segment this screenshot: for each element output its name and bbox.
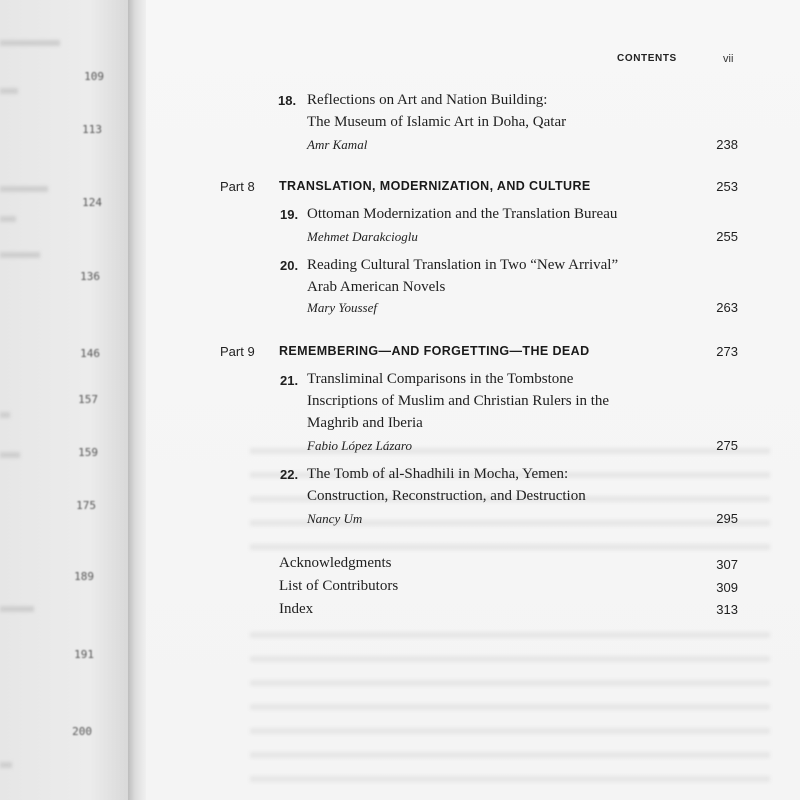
left-page-number: 113 <box>82 123 102 136</box>
show-through-line <box>250 656 770 662</box>
chapter-page: 295 <box>716 511 738 526</box>
left-page-number: 175 <box>76 499 96 512</box>
chapter-title-line: The Museum of Islamic Art in Doha, Qatar <box>307 114 567 130</box>
left-page-number: 124 <box>82 196 102 209</box>
left-page-number: 189 <box>74 570 94 583</box>
chapter-title-line: Inscriptions of Muslim and Christian Rulers in the <box>307 393 610 409</box>
chapter-title-line: The Tomb of al-Shadhili in Mocha, Yemen: <box>307 466 569 482</box>
chapter-author: Mary Youssef <box>307 300 377 315</box>
running-header: CONTENTS <box>617 53 677 64</box>
chapter-title-line: Transliminal Comparisons in the Tombstone <box>307 371 574 387</box>
back-matter-page: 307 <box>716 557 738 572</box>
blurred-text-line <box>0 88 18 94</box>
chapter-number: 20. <box>280 258 299 273</box>
show-through-line <box>250 632 770 638</box>
left-page-number: 157 <box>78 393 98 406</box>
left-facing-page <box>0 0 128 800</box>
chapter-number: 19. <box>280 207 299 222</box>
back-matter-title: Index <box>279 601 314 617</box>
chapter-title-line: Arab American Novels <box>307 279 446 295</box>
part-page: 273 <box>716 344 738 359</box>
show-through-line <box>250 680 770 686</box>
left-page-number: 136 <box>80 270 100 283</box>
chapter-title-line: Construction, Reconstruction, and Destruction <box>307 488 586 504</box>
part-title: TRANSLATION, MODERNIZATION, AND CULTURE <box>279 179 591 193</box>
back-matter-title: Acknowledgments <box>279 555 392 571</box>
chapter-page: 275 <box>716 438 738 453</box>
chapter-page: 255 <box>716 229 738 244</box>
blurred-text-line <box>0 40 60 46</box>
chapter-author: Amr Kamal <box>307 137 368 152</box>
back-matter-page: 309 <box>716 580 738 595</box>
left-page-number: 159 <box>78 446 98 459</box>
left-page-number: 109 <box>84 70 104 83</box>
chapter-author: Mehmet Darakcioglu <box>307 229 418 244</box>
show-through-line <box>250 776 770 782</box>
blurred-text-line <box>0 252 40 258</box>
left-page-number: 200 <box>72 725 92 738</box>
chapter-page: 238 <box>716 137 738 152</box>
chapter-number: 18. <box>278 93 297 108</box>
blurred-text-line <box>0 412 10 418</box>
show-through-line <box>250 544 770 550</box>
blurred-text-line <box>0 762 12 768</box>
back-matter-page: 313 <box>716 602 738 617</box>
left-page-number: 191 <box>74 648 94 661</box>
part-page: 253 <box>716 179 738 194</box>
book-gutter <box>128 0 146 800</box>
roman-page-number: vii <box>723 53 734 65</box>
show-through-line <box>250 704 770 710</box>
chapter-title-line: Reading Cultural Translation in Two “New Arrival” <box>307 257 619 273</box>
part-label: Part 8 <box>220 179 255 194</box>
chapter-title-line: Maghrib and Iberia <box>307 415 423 431</box>
blurred-text-line <box>0 216 16 222</box>
back-matter-title: List of Contributors <box>279 578 399 594</box>
chapter-page: 263 <box>716 300 738 315</box>
chapter-title-line: Ottoman Modernization and the Translation Bureau <box>307 206 618 222</box>
part-title: REMEMBERING—AND FORGETTING—THE DEAD <box>279 344 590 358</box>
chapter-title-line: Reflections on Art and Nation Building: <box>307 92 548 108</box>
chapter-author: Nancy Um <box>307 511 363 526</box>
blurred-text-line <box>0 452 20 458</box>
blurred-text-line <box>0 606 34 612</box>
left-page-number: 146 <box>80 347 100 360</box>
blurred-text-line <box>0 186 48 192</box>
show-through-line <box>250 728 770 734</box>
chapter-author: Fabio López Lázaro <box>307 438 412 453</box>
part-label: Part 9 <box>220 344 255 359</box>
chapter-number: 21. <box>280 373 299 388</box>
show-through-line <box>250 752 770 758</box>
chapter-number: 22. <box>280 467 299 482</box>
